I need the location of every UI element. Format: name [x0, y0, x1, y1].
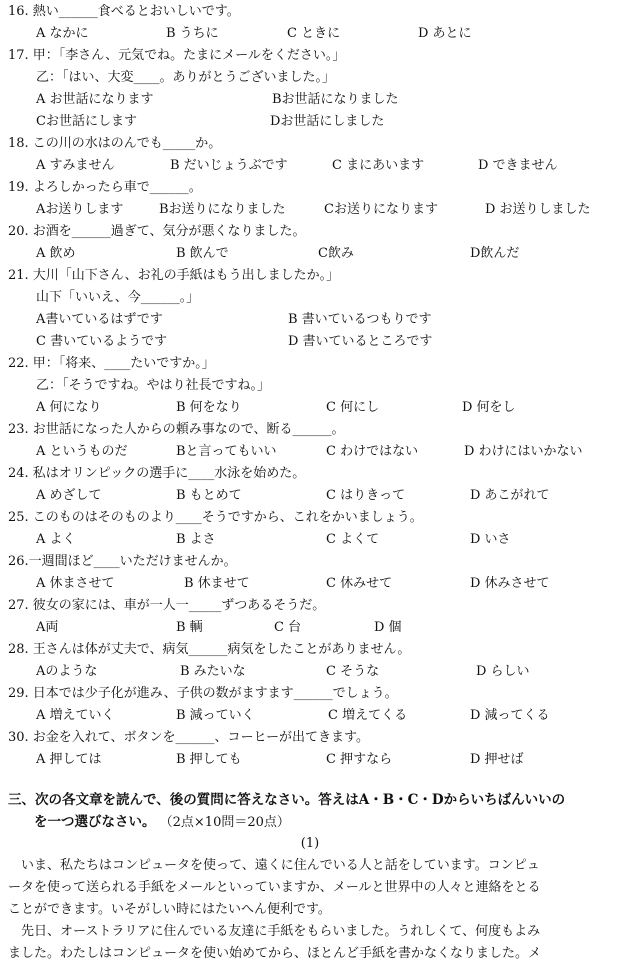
- q27-option-d[interactable]: D 個: [374, 620, 402, 635]
- q29-option-c[interactable]: C 増えてくる: [328, 708, 408, 723]
- passage-number: (1): [300, 836, 320, 851]
- q19-option-d[interactable]: D お送りしました: [485, 202, 591, 217]
- q30-option-d[interactable]: D 押せば: [470, 752, 524, 767]
- q26-option-d[interactable]: D 休みさせて: [470, 576, 550, 591]
- q30-option-c[interactable]: C 押すなら: [326, 752, 393, 767]
- q23-option-b[interactable]: Bと言ってもいい: [176, 444, 277, 459]
- q20-option-d[interactable]: D飲んだ: [470, 246, 520, 261]
- q22-option-c[interactable]: C 何にし: [326, 400, 380, 415]
- q22-option-d[interactable]: D 何をし: [462, 400, 516, 415]
- question-22-stem: 22. 甲：「将来、____たいですか。」: [8, 356, 215, 371]
- question-20-stem: 20. お酒を______過ぎて、気分が悪くなりました。: [8, 224, 306, 239]
- q18-option-a[interactable]: A すみません: [36, 158, 115, 173]
- question-21-sub: 山下「いいえ、今______。」: [36, 290, 200, 305]
- q24-option-c[interactable]: C はりきって: [326, 488, 406, 503]
- q25-option-a[interactable]: A よく: [36, 532, 76, 547]
- q22-option-b[interactable]: B 何をなり: [176, 400, 242, 415]
- q25-option-d[interactable]: D いさ: [470, 532, 511, 547]
- q26-option-b[interactable]: B 休ませて: [184, 576, 250, 591]
- q30-option-b[interactable]: B 押しても: [176, 752, 242, 767]
- q27-option-b[interactable]: B 輌: [176, 620, 203, 635]
- q22-option-a[interactable]: A 何になり: [36, 400, 102, 415]
- q21-option-d[interactable]: D 書いているところです: [288, 334, 433, 349]
- question-25-stem: 25. このものはそのものより____そうですから、これをかいましょう。: [8, 510, 423, 525]
- passage-line-4: 先日、オーストラリアに住んでいる友達に手紙をもらいました。うれしくて、何度もよみ: [8, 924, 541, 939]
- q29-option-d[interactable]: D 減ってくる: [470, 708, 550, 723]
- q18-option-d[interactable]: D できません: [478, 158, 558, 173]
- q28-option-a[interactable]: Aのような: [36, 664, 98, 679]
- q28-option-b[interactable]: B みたいな: [180, 664, 246, 679]
- question-16-stem: 16. 熱い______食べるとおいしいです。: [8, 4, 240, 19]
- question-17-sub: 乙：「はい、大変____。ありがとうございました。」: [36, 70, 336, 85]
- q19-option-a[interactable]: Aお送りします: [36, 202, 124, 217]
- question-28-stem: 28. 王さんは体が丈夫で、病気______病気をしたことがありません。: [8, 642, 411, 657]
- q19-option-b[interactable]: Bお送りになりました: [159, 202, 286, 217]
- passage-line-2: ータを使って送られる手紙をメールといっていますか、メールと世界中の人々と連絡をとる: [8, 880, 541, 895]
- q27-option-c[interactable]: C 台: [274, 620, 302, 635]
- q20-option-a[interactable]: A 飲め: [36, 246, 76, 261]
- q23-option-d[interactable]: D わけにはいかない: [464, 444, 583, 459]
- question-29-stem: 29. 日本では少子化が進み、子供の数がますます______でしょう。: [8, 686, 398, 701]
- q20-option-c[interactable]: C飲み: [318, 246, 354, 261]
- question-23-stem: 23. お世話になった人からの頼み事なので、断る______。: [8, 422, 345, 437]
- q21-option-b[interactable]: B 書いているつもりです: [288, 312, 432, 327]
- question-26-stem: 26.一週間ほど____いただけませんか。: [8, 554, 237, 569]
- section-3-points: （2点×10問＝20点）: [159, 815, 290, 830]
- question-24-stem: 24. 私はオリンピックの選手に____水泳を始めた。: [8, 466, 306, 481]
- q19-option-c[interactable]: Cお送りになります: [324, 202, 438, 217]
- question-19-stem: 19. よろしかったら車で______。: [8, 180, 202, 195]
- q24-option-a[interactable]: A めざして: [36, 488, 102, 503]
- q21-option-a[interactable]: A書いているはずです: [36, 312, 163, 327]
- q16-option-c[interactable]: C ときに: [287, 26, 341, 41]
- q25-option-c[interactable]: C よくて: [326, 532, 380, 547]
- q23-option-c[interactable]: C わけではない: [326, 444, 419, 459]
- question-27-stem: 27. 彼女の家には、車が一人一_____ずつあるそうだ。: [8, 598, 326, 613]
- q26-option-a[interactable]: A 休まさせて: [36, 576, 115, 591]
- q28-option-c[interactable]: C そうな: [326, 664, 380, 679]
- q16-option-d[interactable]: D あとに: [418, 26, 472, 41]
- passage-line-3: ことができます。いそがしい時にはたいへん便利です。: [8, 902, 331, 917]
- question-22-sub: 乙：「そうですね。やはり社長ですね。」: [36, 378, 271, 393]
- q18-option-c[interactable]: C まにあいます: [332, 158, 425, 173]
- section-3-instruction: を一つ選びなさい。: [34, 814, 156, 830]
- q29-option-b[interactable]: B 減っていく: [176, 708, 255, 723]
- passage-line-5: ました。わたしはコンピュータを使い始めてから、ほとんど手紙を書かなくなりました。メ: [8, 946, 542, 961]
- question-21-stem: 21. 大川「山下さん、お礼の手紙はもう出しましたか。」: [8, 268, 340, 283]
- q20-option-b[interactable]: B 飲んで: [176, 246, 229, 261]
- q17-option-a[interactable]: A お世話になります: [36, 92, 154, 107]
- q27-option-a[interactable]: A両: [36, 620, 59, 635]
- q23-option-a[interactable]: A というものだ: [36, 444, 128, 459]
- q16-option-b[interactable]: B うちに: [166, 26, 219, 41]
- q21-option-c[interactable]: C 書いているようです: [36, 334, 168, 349]
- q16-option-a[interactable]: A なかに: [36, 26, 89, 41]
- q17-option-b[interactable]: Bお世話になりました: [272, 92, 399, 107]
- question-30-stem: 30. お金を入れて、ボタンを______、コーヒーが出てきます。: [8, 730, 369, 745]
- q29-option-a[interactable]: A 増えていく: [36, 708, 115, 723]
- q28-option-d[interactable]: D らしい: [476, 664, 530, 679]
- q26-option-c[interactable]: C 休みせて: [326, 576, 393, 591]
- q24-option-d[interactable]: D あこがれて: [470, 488, 550, 503]
- q25-option-b[interactable]: B よさ: [176, 532, 216, 547]
- section-3-heading-cont: [34, 814, 290, 831]
- passage-line-1: いま、私たちはコンピュータを使って、遠くに住んでいる人と話をしています。コンピュ: [8, 858, 540, 873]
- question-18-stem: 18. この川の水はのんでも_____か。: [8, 136, 222, 151]
- q17-option-c[interactable]: Cお世話にします: [36, 114, 137, 129]
- q17-option-d[interactable]: Dお世話にしました: [270, 114, 385, 129]
- q18-option-b[interactable]: B だいじょうぶです: [170, 158, 288, 173]
- section-3-heading: 三、次の各文章を読んで、後の質問に答えなさい。答えはA・B・C・Dからいちばんいいの: [8, 792, 566, 808]
- q24-option-b[interactable]: B もとめて: [176, 488, 242, 503]
- question-17-stem: 17. 甲：「李さん、元気でね。たまにメールをください。」: [8, 48, 346, 63]
- q30-option-a[interactable]: A 押しては: [36, 752, 102, 767]
